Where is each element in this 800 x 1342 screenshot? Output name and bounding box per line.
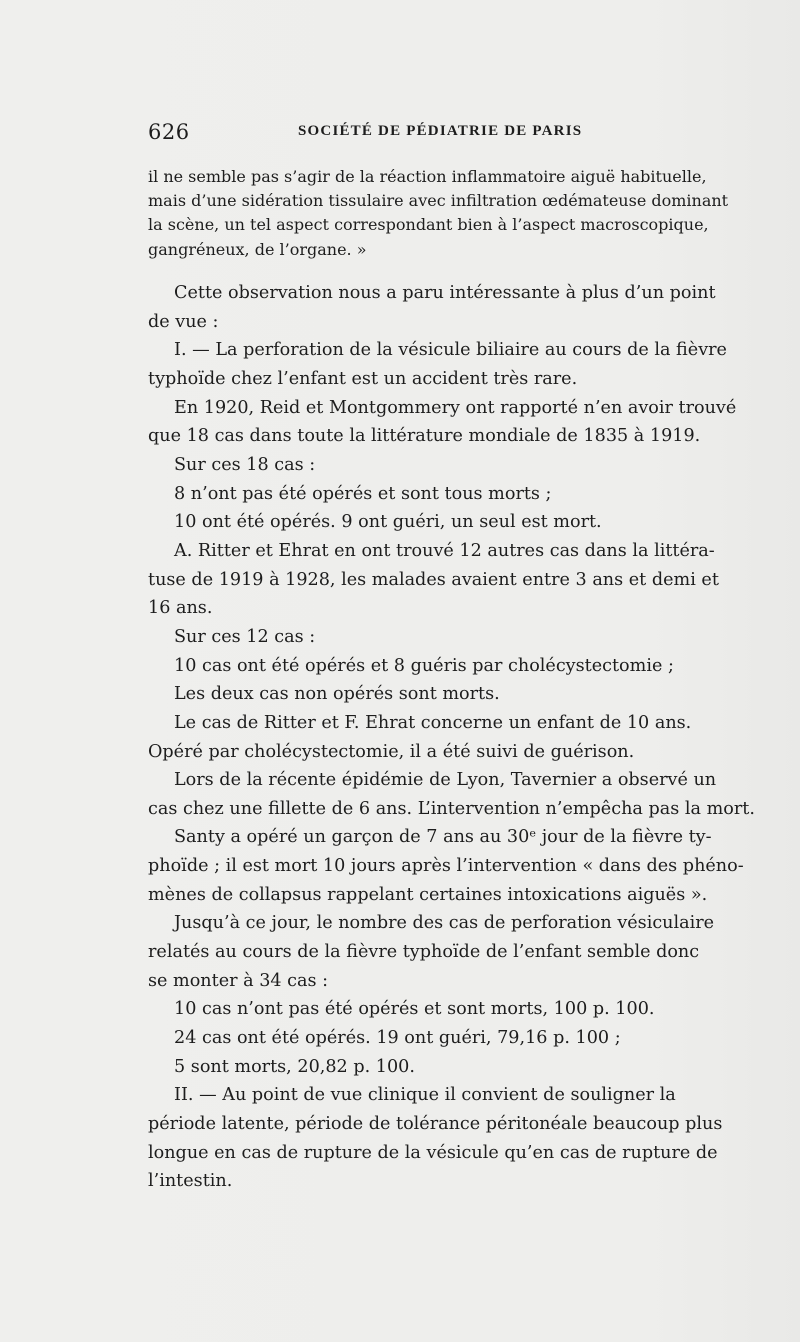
text-line: phoïde ; il est mort 10 jours après l’intervention « dans des phéno- bbox=[148, 856, 744, 877]
text-line: 10 ont été opérés. 9 ont guéri, un seul est mort. bbox=[174, 512, 602, 533]
text-line: que 18 cas dans toute la littérature mondiale de 1835 à 1919. bbox=[148, 426, 701, 447]
text-line: mènes de collapsus rappelant certaines intoxications aiguës ». bbox=[148, 884, 708, 905]
text-line: 24 cas ont été opérés. 19 ont guéri, 79,16 p. 100 ; bbox=[174, 1028, 621, 1049]
text-line: cas chez une fillette de 6 ans. L’intervention n’empêcha pas la mort. bbox=[148, 798, 755, 819]
text-line: Santy a opéré un garçon de 7 ans au 30ᵉ jour de la fièvre ty- bbox=[174, 827, 712, 848]
text-line: relatés au cours de la fièvre typhoïde de l’enfant semble donc bbox=[148, 942, 700, 963]
text-line: l’intestin. bbox=[148, 1171, 233, 1192]
running-title: SOCIÉTÉ DE PÉDIATRIE DE PARIS bbox=[298, 123, 583, 139]
body-text bbox=[148, 279, 760, 1196]
text-line: Lors de la récente épidémie de Lyon, Tavernier a observé un bbox=[174, 770, 717, 791]
text-line: 10 cas ont été opérés et 8 guéris par cholécystectomie ; bbox=[174, 655, 674, 676]
text-line: Sur ces 12 cas : bbox=[174, 626, 316, 647]
quote-line: gangréneux, de l’organe. » bbox=[148, 239, 367, 259]
text-line: II. — Au point de vue clinique il convient de souligner la bbox=[174, 1085, 676, 1106]
text-line: Le cas de Ritter et F. Ehrat concerne un enfant de 10 ans. bbox=[174, 712, 692, 733]
page-header bbox=[148, 120, 760, 150]
text-line: se monter à 34 cas : bbox=[148, 970, 329, 991]
text-line: tuse de 1919 à 1928, les malades avaient entre 3 ans et demi et bbox=[148, 569, 719, 590]
text-line: En 1920, Reid et Montgommery ont rapporté n’en avoir trouvé bbox=[174, 397, 737, 418]
text-line: I. — La perforation de la vésicule biliaire au cours de la fièvre bbox=[174, 340, 727, 361]
text-line: A. Ritter et Ehrat en ont trouvé 12 autres cas dans la littéra- bbox=[174, 540, 715, 561]
page-number: 626 bbox=[148, 120, 190, 144]
text-line: Jusqu’à ce jour, le nombre des cas de perforation vésiculaire bbox=[174, 913, 715, 934]
text-line: Sur ces 18 cas : bbox=[174, 454, 316, 475]
quote-line: la scène, un tel aspect correspondant bien à l’aspect macroscopique, bbox=[148, 215, 709, 235]
text-line: 8 n’ont pas été opérés et sont tous morts ; bbox=[174, 483, 552, 504]
text-line: 10 cas n’ont pas été opérés et sont morts, 100 p. 100. bbox=[174, 999, 655, 1020]
text-line: 5 sont morts, 20,82 p. 100. bbox=[174, 1056, 415, 1077]
text-line: longue en cas de rupture de la vésicule qu’en cas de rupture de bbox=[148, 1142, 718, 1163]
quoted-passage bbox=[148, 165, 760, 262]
text-line: Cette observation nous a paru intéressante à plus d’un point bbox=[174, 283, 716, 303]
text-line: typhoïde chez l’enfant est un accident très rare. bbox=[148, 368, 578, 389]
text-line: Opéré par cholécystectomie, il a été suivi de guérison. bbox=[148, 741, 635, 762]
quote-line: mais d’une sidération tissulaire avec infiltration œdémateuse dominant bbox=[148, 191, 729, 211]
text-line: période latente, période de tolérance péritonéale beaucoup plus bbox=[148, 1114, 723, 1135]
text-line: Les deux cas non opérés sont morts. bbox=[174, 684, 500, 705]
quote-line: il ne semble pas s’agir de la réaction inflammatoire aiguë habituelle, bbox=[148, 167, 707, 186]
text-line: 16 ans. bbox=[148, 598, 213, 619]
text-line: de vue : bbox=[148, 311, 219, 332]
